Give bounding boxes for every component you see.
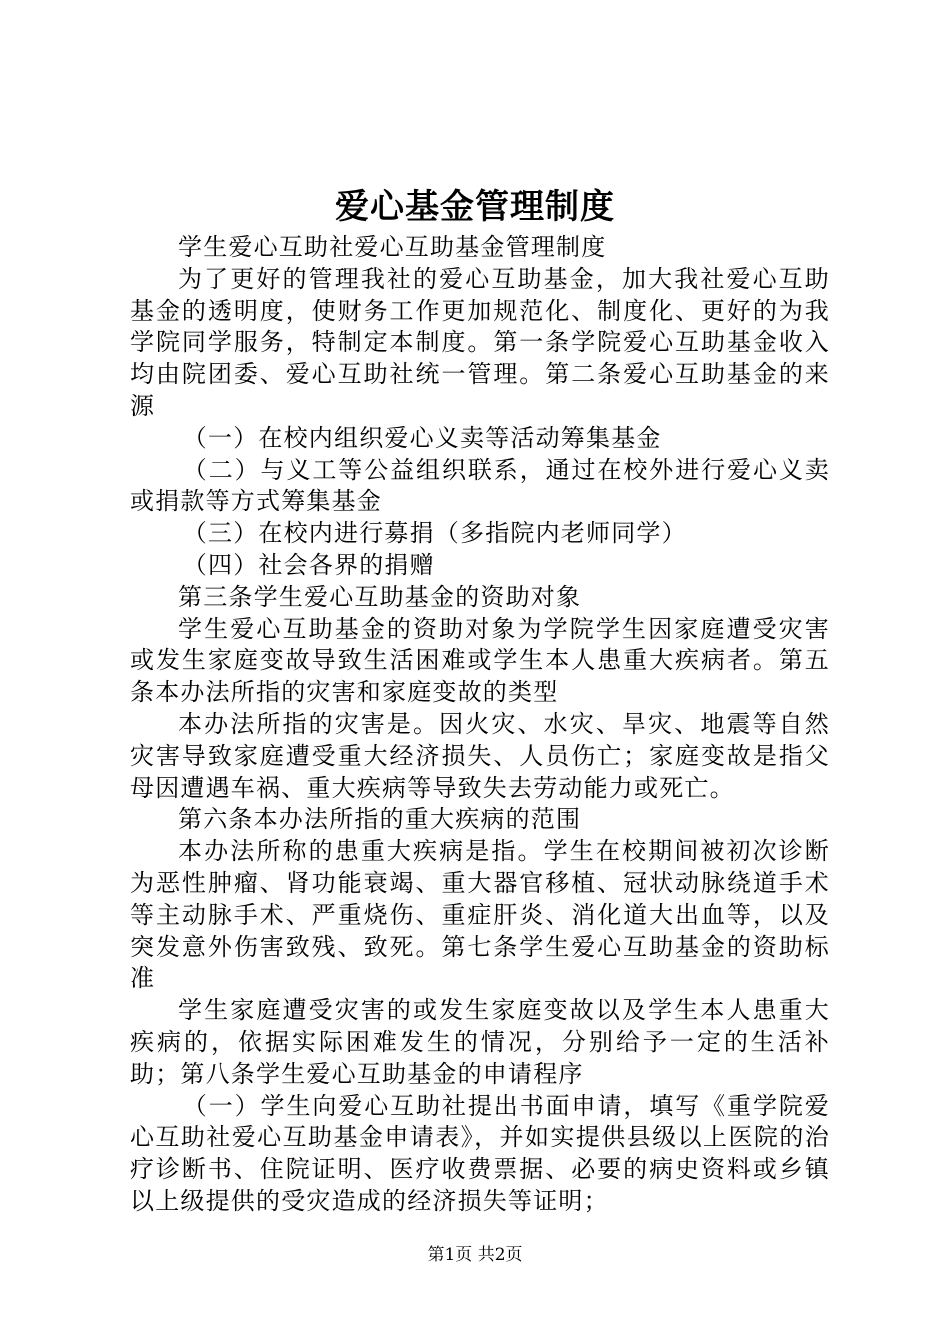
paragraph-subtitle: 学生爱心互助社爱心互助基金管理制度 (178, 233, 607, 261)
paragraph-procedure-1: （一）学生向爱心互助社提出书面申请，填写《重学院爱心互助社爱心互助基金申请表》，并如实提供县级以上医院的治疗诊断书、住院证明、医疗收费票据、必要的病史资料或乡镇以上级提供的受灾造成的经济损失等证明； (130, 1091, 830, 1215)
paragraph-article-3-body: 学生爱心互助基金的资助对象为学院学生因家庭遭受灾害或发生家庭变故导致生活困难或学生本人患重大疾病者。第五条本办法所指的灾害和家庭变故的类型 (130, 614, 830, 707)
paragraph-article-3-heading: 第三条学生爱心互助基金的资助对象 (178, 582, 582, 611)
paragraph-article-6-heading: 第六条本办法所指的重大疾病的范围 (178, 805, 582, 834)
paragraph-disaster-definition: 本办法所指的灾害是。因火灾、水灾、旱灾、地震等自然灾害导致家庭遭受重大经济损失、人员伤亡；家庭变故是指父母因遭遇车祸、重大疾病等导致失去劳动能力或死亡。 (130, 709, 830, 802)
page-footer: 第1页 共2页 (427, 1245, 523, 1265)
paragraph-aid-standard: 学生家庭遭受灾害的或发生家庭变故以及学生本人患重大疾病的，依据实际困难发生的情况，分别给予一定的生活补助；第八条学生爱心互助基金的申请程序 (130, 996, 830, 1088)
paragraph-source-2: （二）与义工等公益组织联系，通过在校外进行爱心义卖或捐款等方式筹集基金 (130, 455, 830, 516)
paragraph-illness-definition: 本办法所称的患重大疾病是指。学生在校期间被初次诊断为恶性肿瘤、肾功能衰竭、重大器官移植、冠状动脉绕道手术等主动脉手术、严重烧伤、重症肝炎、消化道大出血等，以及突发意外伤害致残、致死。第七条学生爱心互助基金的资助标准 (130, 837, 830, 993)
paragraph-source-1: （一）在校内组织爱心义卖等活动筹集基金 (182, 423, 662, 452)
paragraph-source-3: （三）在校内进行募捐（多指院内老师同学） (182, 519, 687, 548)
paragraph-source-4: （四）社会各界的捐赠 (182, 550, 435, 579)
document-title: 爱心基金管理制度 (335, 187, 615, 227)
document-body (130, 232, 830, 1218)
paragraph-intro: 为了更好的管理我社的爱心互助基金，加大我社爱心互助基金的透明度，使财务工作更加规范化、制度化、更好的为我学院同学服务，特制定本制度。第一条学院爱心互助基金收入均由院团委、爱心互助社统一管理。第二条爱心互助基金的来源 (130, 264, 830, 420)
